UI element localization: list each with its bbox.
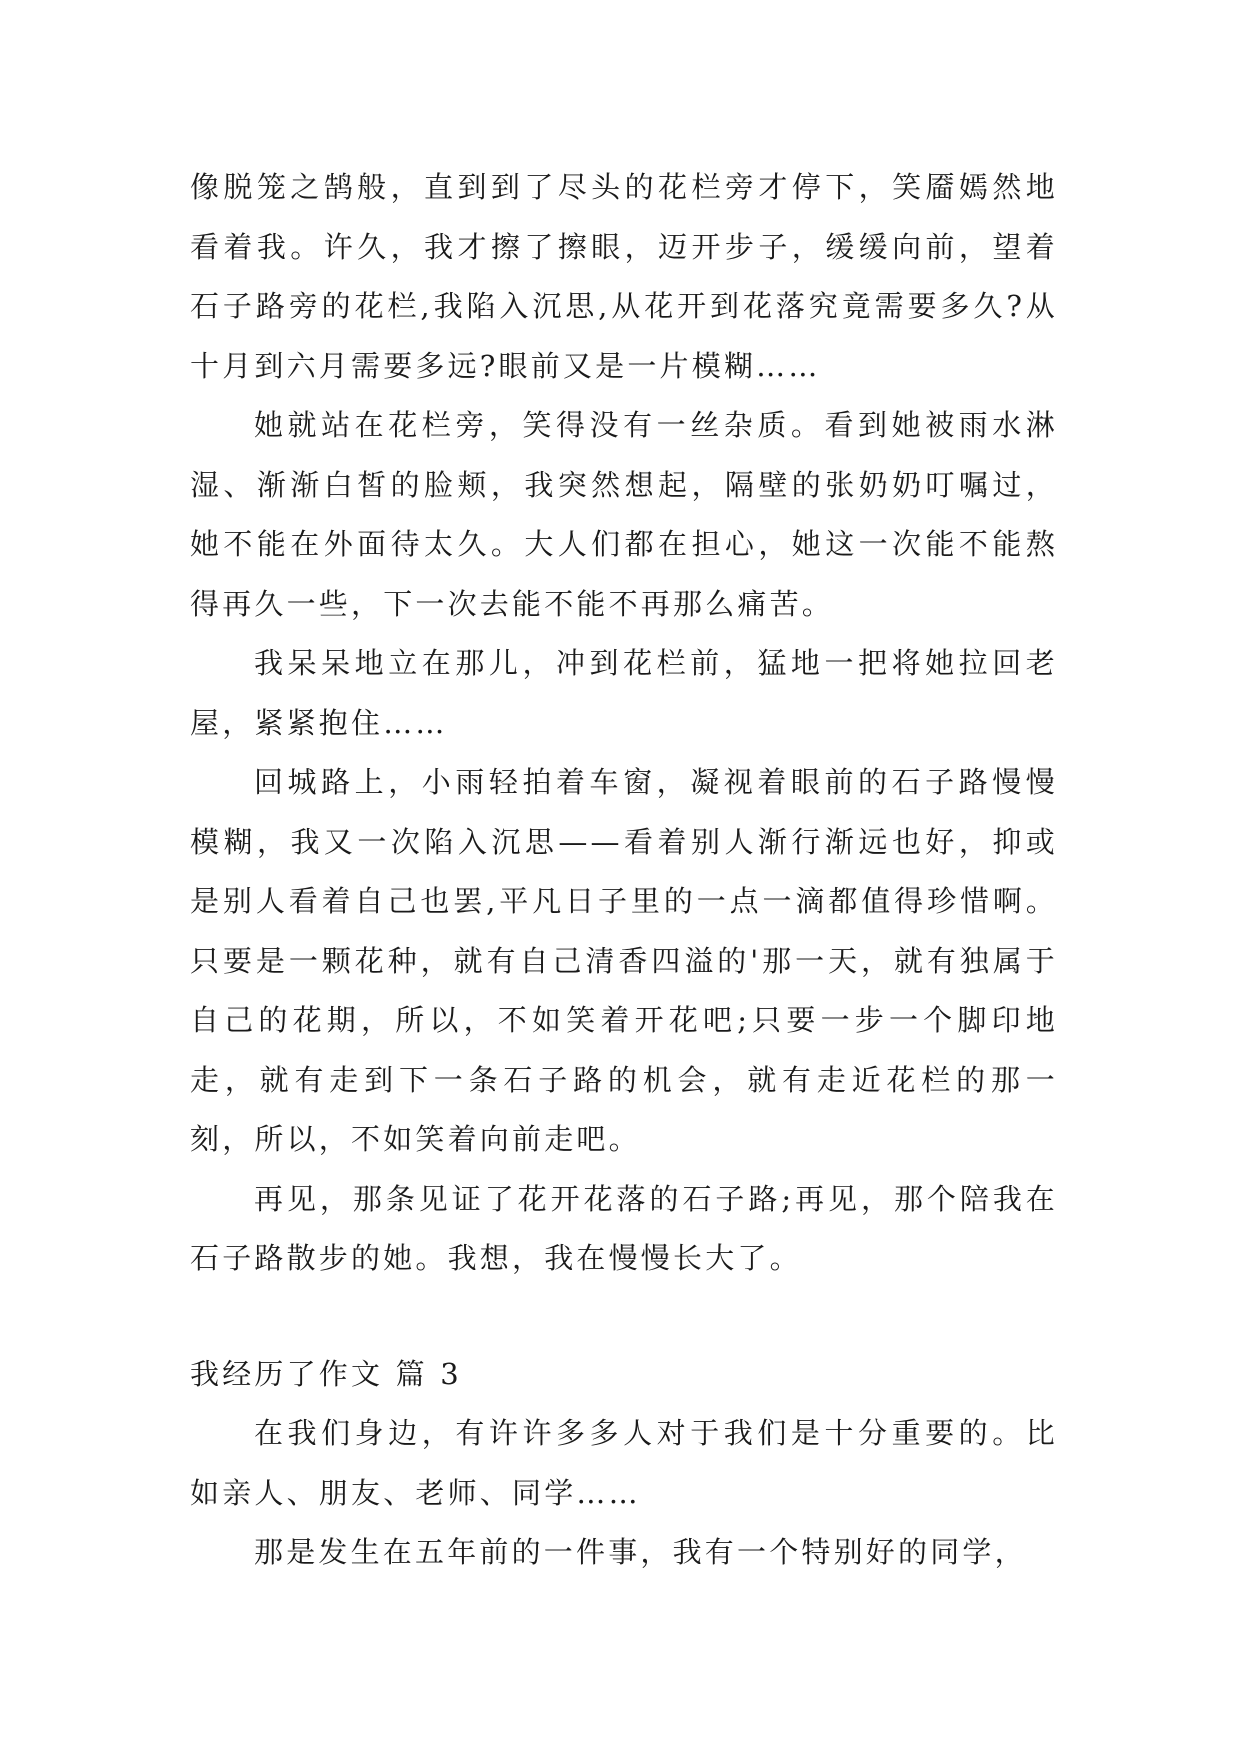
paragraph-2: 她就站在花栏旁，笑得没有一丝杂质。看到她被雨水淋湿、渐渐白皙的脸颊，我突然想起，隔壁的张奶奶叮嘱过，她不能在外面待太久。大人们都在担心，她这一次能不能熬得再久一些，下一次去能不能不再那么痛苦。 <box>190 408 1058 621</box>
paragraph-3: 我呆呆地立在那儿，冲到花栏前，猛地一把将她拉回老屋，紧紧抱住…… <box>190 646 1058 740</box>
paragraph-6: 在我们身边，有许许多多人对于我们是十分重要的。比如亲人、朋友、老师、同学…… <box>190 1416 1058 1510</box>
paragraph-5: 再见，那条见证了花开花落的石子路;再见，那个陪我在石子路散步的她。我想，我在慢慢长大了。 <box>190 1181 1058 1275</box>
paragraph-4: 回城路上，小雨轻拍着车窗，凝视着眼前的石子路慢慢模糊，我又一次陷入沉思——看着别人渐行渐远也好，抑或是别人看着自己也罢,平凡日子里的一点一滴都值得珍惜啊。只要是一颗花种，就有自己清香四溢的'那一天，就有独属于自己的花期，所以，不如笑着开花吧;只要一步一个脚印地走，就有走到下一条石子路的机会，就有走近花栏的那一刻，所以，不如笑着向前走吧。 <box>190 765 1058 1156</box>
paragraph-7: 那是发生在五年前的一件事，我有一个特别好的同学， <box>254 1535 1027 1569</box>
document-page <box>190 158 1058 1583</box>
paragraph-1: 像脱笼之鹄般，直到到了尽头的花栏旁才停下，笑靥嫣然地看着我。许久，我才擦了擦眼，迈开步子，缓缓向前，望着石子路旁的花栏,我陷入沉思,从花开到花落究竟需要多久?从十月到六月需要多远?眼前又是一片模糊…… <box>190 170 1058 383</box>
section-heading: 我经历了作文 篇 3 <box>190 1356 462 1391</box>
